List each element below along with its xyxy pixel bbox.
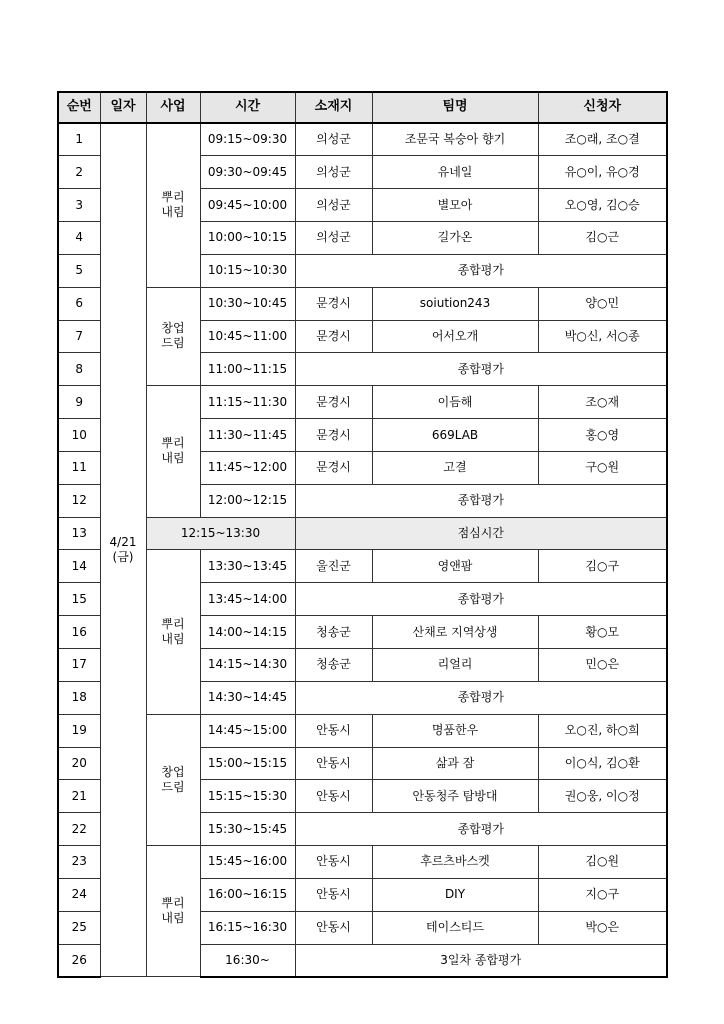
lunch-time: 12:15~13:30 bbox=[146, 517, 295, 550]
time-cell: 13:30~13:45 bbox=[200, 550, 295, 583]
team-cell: 후르츠바스켓 bbox=[372, 846, 538, 879]
table-row bbox=[58, 287, 667, 320]
applicants-cell: 김○원 bbox=[538, 846, 667, 879]
time-cell: 10:30~10:45 bbox=[200, 287, 295, 320]
schedule-table bbox=[57, 91, 668, 978]
time-cell: 10:45~11:00 bbox=[200, 320, 295, 353]
team-cell: 명품한우 bbox=[372, 714, 538, 747]
row-number: 7 bbox=[58, 320, 100, 353]
team-cell: 영앤팜 bbox=[372, 550, 538, 583]
row-number: 18 bbox=[58, 681, 100, 714]
date-weekday: (금) bbox=[112, 550, 134, 565]
location-cell: 의성군 bbox=[295, 189, 372, 222]
evaluation-note: 종합평가 bbox=[295, 813, 667, 846]
row-number: 3 bbox=[58, 189, 100, 222]
location-cell: 문경시 bbox=[295, 287, 372, 320]
row-number: 22 bbox=[58, 813, 100, 846]
lunch-note: 점심시간 bbox=[295, 517, 667, 550]
row-number: 2 bbox=[58, 156, 100, 189]
header-location: 소재지 bbox=[295, 92, 372, 123]
program-cell bbox=[146, 287, 200, 386]
time-cell: 11:30~11:45 bbox=[200, 419, 295, 452]
team-cell: 산채로 지역상생 bbox=[372, 616, 538, 649]
location-cell: 안동시 bbox=[295, 714, 372, 747]
applicants-cell: 오○진, 하○희 bbox=[538, 714, 667, 747]
program-label: 뿌리 내림 bbox=[161, 896, 185, 926]
evaluation-note: 종합평가 bbox=[295, 681, 667, 714]
team-cell: 이듬해 bbox=[372, 386, 538, 419]
time-cell: 09:15~09:30 bbox=[200, 123, 295, 156]
time-cell: 15:15~15:30 bbox=[200, 780, 295, 813]
time-cell: 13:45~14:00 bbox=[200, 583, 295, 616]
header-applicants: 신청자 bbox=[538, 92, 667, 123]
time-cell: 15:45~16:00 bbox=[200, 846, 295, 879]
time-cell: 16:00~16:15 bbox=[200, 878, 295, 911]
team-cell: soiution243 bbox=[372, 287, 538, 320]
applicants-cell: 박○신, 서○종 bbox=[538, 320, 667, 353]
team-cell: 고결 bbox=[372, 451, 538, 484]
table-row bbox=[58, 123, 667, 156]
header-team: 팀명 bbox=[372, 92, 538, 123]
time-cell: 10:00~10:15 bbox=[200, 222, 295, 255]
evaluation-note: 종합평가 bbox=[295, 583, 667, 616]
time-cell: 16:15~16:30 bbox=[200, 911, 295, 944]
header-row bbox=[58, 92, 667, 123]
team-cell: 길가온 bbox=[372, 222, 538, 255]
time-cell: 12:00~12:15 bbox=[200, 484, 295, 517]
program-cell bbox=[146, 714, 200, 845]
date-cell bbox=[100, 123, 146, 977]
program-label: 창업 드림 bbox=[161, 764, 185, 794]
table-row bbox=[58, 550, 667, 583]
row-number: 21 bbox=[58, 780, 100, 813]
location-cell: 안동시 bbox=[295, 878, 372, 911]
location-cell: 안동시 bbox=[295, 846, 372, 879]
applicants-cell: 민○은 bbox=[538, 649, 667, 682]
team-cell: 테이스티드 bbox=[372, 911, 538, 944]
row-number: 19 bbox=[58, 714, 100, 747]
applicants-cell: 권○웅, 이○정 bbox=[538, 780, 667, 813]
location-cell: 의성군 bbox=[295, 156, 372, 189]
evaluation-note: 3일차 종합평가 bbox=[295, 944, 667, 977]
header-program: 사업 bbox=[146, 92, 200, 123]
program-label: 창업 드림 bbox=[161, 321, 185, 351]
team-cell: 유네일 bbox=[372, 156, 538, 189]
time-cell: 15:30~15:45 bbox=[200, 813, 295, 846]
program-cell bbox=[146, 550, 200, 714]
time-cell: 11:45~12:00 bbox=[200, 451, 295, 484]
time-cell: 14:30~14:45 bbox=[200, 681, 295, 714]
team-cell: 조문국 복숭아 향기 bbox=[372, 123, 538, 156]
row-number: 12 bbox=[58, 484, 100, 517]
program-cell bbox=[146, 846, 200, 977]
location-cell: 안동시 bbox=[295, 780, 372, 813]
location-cell: 문경시 bbox=[295, 386, 372, 419]
location-cell: 안동시 bbox=[295, 911, 372, 944]
location-cell: 의성군 bbox=[295, 222, 372, 255]
table-row bbox=[58, 714, 667, 747]
row-number: 6 bbox=[58, 287, 100, 320]
evaluation-note: 종합평가 bbox=[295, 353, 667, 386]
time-cell: 15:00~15:15 bbox=[200, 747, 295, 780]
row-number: 8 bbox=[58, 353, 100, 386]
location-cell: 의성군 bbox=[295, 123, 372, 156]
applicants-cell: 김○근 bbox=[538, 222, 667, 255]
row-number: 11 bbox=[58, 451, 100, 484]
time-cell: 11:00~11:15 bbox=[200, 353, 295, 386]
time-cell: 11:15~11:30 bbox=[200, 386, 295, 419]
time-cell: 10:15~10:30 bbox=[200, 254, 295, 287]
applicants-cell: 구○원 bbox=[538, 451, 667, 484]
team-cell: 669LAB bbox=[372, 419, 538, 452]
location-cell: 울진군 bbox=[295, 550, 372, 583]
time-cell: 16:30~ bbox=[200, 944, 295, 977]
applicants-cell: 이○식, 김○환 bbox=[538, 747, 667, 780]
applicants-cell: 양○민 bbox=[538, 287, 667, 320]
time-cell: 09:30~09:45 bbox=[200, 156, 295, 189]
team-cell: 삶과 잠 bbox=[372, 747, 538, 780]
row-number: 5 bbox=[58, 254, 100, 287]
header-time: 시간 bbox=[200, 92, 295, 123]
row-number: 25 bbox=[58, 911, 100, 944]
header-date: 일자 bbox=[100, 92, 146, 123]
location-cell: 문경시 bbox=[295, 320, 372, 353]
row-number: 1 bbox=[58, 123, 100, 156]
applicants-cell: 조○재 bbox=[538, 386, 667, 419]
table-row bbox=[58, 846, 667, 879]
time-cell: 14:45~15:00 bbox=[200, 714, 295, 747]
date-label: 4/21 bbox=[109, 535, 137, 550]
time-cell: 14:00~14:15 bbox=[200, 616, 295, 649]
row-number: 24 bbox=[58, 878, 100, 911]
location-cell: 청송군 bbox=[295, 649, 372, 682]
program-cell bbox=[146, 123, 200, 287]
row-number: 13 bbox=[58, 517, 100, 550]
program-label: 뿌리 내림 bbox=[161, 190, 185, 220]
program-label: 뿌리 내림 bbox=[161, 436, 185, 466]
table-row bbox=[58, 517, 667, 550]
applicants-cell: 유○이, 유○경 bbox=[538, 156, 667, 189]
row-number: 26 bbox=[58, 944, 100, 977]
row-number: 14 bbox=[58, 550, 100, 583]
row-number: 4 bbox=[58, 222, 100, 255]
row-number: 15 bbox=[58, 583, 100, 616]
team-cell: 안동청주 탐방대 bbox=[372, 780, 538, 813]
program-cell bbox=[146, 386, 200, 517]
team-cell: 별모아 bbox=[372, 189, 538, 222]
row-number: 23 bbox=[58, 846, 100, 879]
team-cell: DIY bbox=[372, 878, 538, 911]
team-cell: 리얼리 bbox=[372, 649, 538, 682]
row-number: 17 bbox=[58, 649, 100, 682]
applicants-cell: 김○구 bbox=[538, 550, 667, 583]
evaluation-note: 종합평가 bbox=[295, 254, 667, 287]
applicants-cell: 황○모 bbox=[538, 616, 667, 649]
row-number: 9 bbox=[58, 386, 100, 419]
location-cell: 청송군 bbox=[295, 616, 372, 649]
row-number: 16 bbox=[58, 616, 100, 649]
row-number: 20 bbox=[58, 747, 100, 780]
applicants-cell: 지○구 bbox=[538, 878, 667, 911]
applicants-cell: 홍○영 bbox=[538, 419, 667, 452]
schedule-body bbox=[58, 123, 667, 977]
location-cell: 안동시 bbox=[295, 747, 372, 780]
location-cell: 문경시 bbox=[295, 419, 372, 452]
row-number: 10 bbox=[58, 419, 100, 452]
applicants-cell: 조○래, 조○결 bbox=[538, 123, 667, 156]
time-cell: 14:15~14:30 bbox=[200, 649, 295, 682]
evaluation-note: 종합평가 bbox=[295, 484, 667, 517]
time-cell: 09:45~10:00 bbox=[200, 189, 295, 222]
header-no: 순번 bbox=[58, 92, 100, 123]
team-cell: 어서오개 bbox=[372, 320, 538, 353]
table-row bbox=[58, 386, 667, 419]
applicants-cell: 오○영, 김○승 bbox=[538, 189, 667, 222]
location-cell: 문경시 bbox=[295, 451, 372, 484]
applicants-cell: 박○은 bbox=[538, 911, 667, 944]
program-label: 뿌리 내림 bbox=[161, 617, 185, 647]
